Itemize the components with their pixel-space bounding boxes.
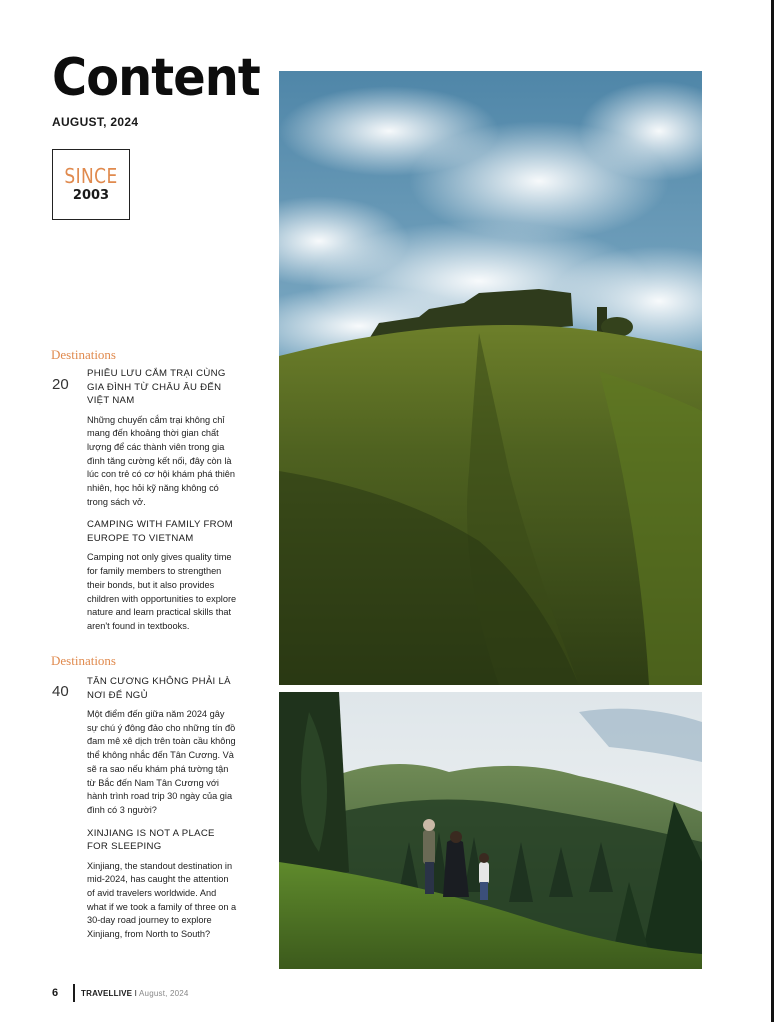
article-title-vi[interactable]: TÂN CƯƠNG KHÔNG PHẢI LÀ NƠI ĐỂ NGỦ bbox=[87, 676, 231, 701]
article-summary-en: Camping not only gives quality time for family members to strengthen their bonds, but it also provides children with opportunities to explore nature and learn practical skills that aren't found in textbooks. bbox=[87, 552, 237, 631]
page-title: Content bbox=[52, 48, 260, 108]
article-title-en[interactable]: XINJIANG IS NOT A PLACE FOR SLEEPING bbox=[87, 827, 215, 853]
section-label: Destinations bbox=[51, 653, 116, 668]
article-summary-en: Xinjiang, the standout destination in mid-2024, has caught the attention of avid travelers worldwide. And what if we took a family of three on a 30-day road journey to explore Xinjiang, from North to South? bbox=[87, 860, 237, 940]
footer-brand: TRAVELLIVE bbox=[81, 989, 133, 998]
article-summary-vi: Những chuyến cắm trại không chỉ mang đến khoảng thời gian chất lượng để các thành viên trong gia đình tăng cường kết nối, đây còn là lúc con trẻ có cơ hội khám phá thiên nhiên, học hỏi kỹ năng không có trong sách vở. bbox=[87, 414, 236, 507]
issue-date: AUGUST, 2024 bbox=[52, 115, 139, 129]
mountain-meadow-family-photo bbox=[279, 692, 702, 969]
footer-publication bbox=[81, 989, 189, 998]
article-entry[interactable] bbox=[87, 675, 237, 942]
footer-divider bbox=[73, 984, 75, 1002]
article-summary-vi: Một điểm đến giữa năm 2024 gây sự chú ý đông đảo cho những tín đồ đam mê xê dịch trên toàn cầu không thể không nhắc đến Tân Cương. Và sẽ ra sao nếu khám phá tường tận từ Bắc đến Nam Tân Cương với hành trình road trip 30 ngày của gia đình có 3 người? bbox=[87, 709, 236, 815]
article-title-vi[interactable]: PHIÊU LƯU CẮM TRẠI CÙNG GIA ĐÌNH TỪ CHÂU ÂU ĐẾN VIỆT NAM bbox=[87, 368, 226, 406]
article-page-number[interactable]: 20 bbox=[52, 376, 69, 393]
footer-page-number: 6 bbox=[52, 987, 59, 999]
article-title-en[interactable]: CAMPING WITH FAMILY FROM EUROPE TO VIETNAM bbox=[87, 519, 233, 544]
article-page-number[interactable]: 40 bbox=[52, 683, 69, 700]
section-label: Destinations bbox=[51, 347, 116, 362]
page-edge-rule bbox=[771, 0, 774, 1022]
since-year: 2003 bbox=[72, 188, 110, 203]
hilltop-ruins-photo bbox=[279, 71, 702, 685]
footer-separator: I bbox=[132, 989, 140, 998]
article-entry[interactable] bbox=[87, 367, 237, 634]
footer-date: August, 2024 bbox=[139, 989, 189, 998]
since-label: SINCE bbox=[64, 164, 118, 188]
since-badge bbox=[52, 149, 130, 220]
